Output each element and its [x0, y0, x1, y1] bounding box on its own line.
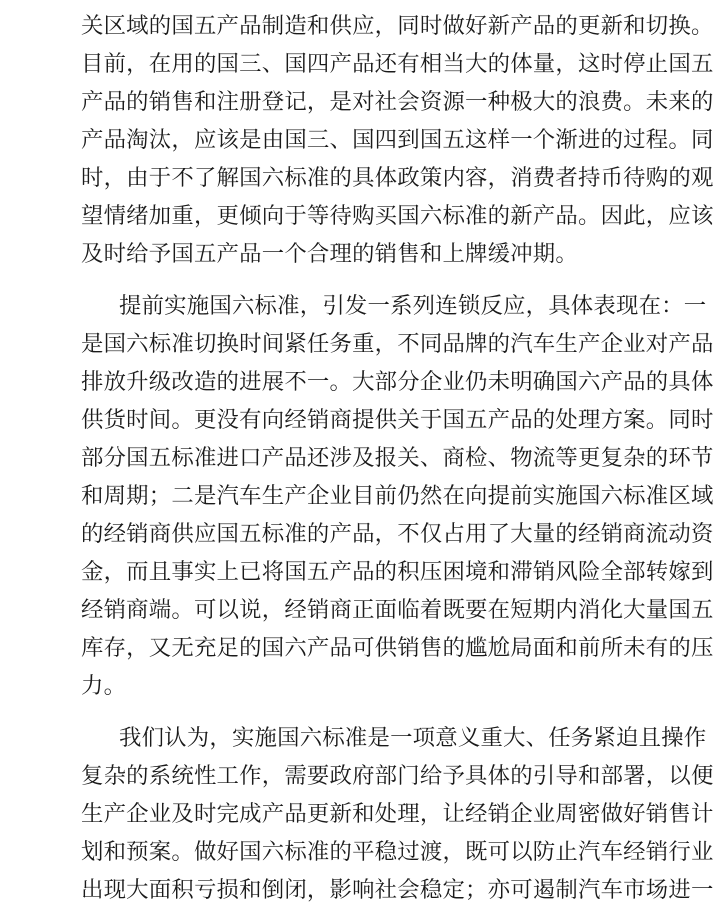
text-line: 产品淘汰，应该是由国三、国四到国五这样一个渐进的过程。同 [81, 127, 714, 153]
text-line: 出现大面积亏损和倒闭，影响社会稳定；亦可遏制汽车市场进一 [81, 877, 714, 903]
text-line: 部分国五标准进口产品还涉及报关、商检、物流等更复杂的环节 [81, 445, 714, 471]
paragraph-first-line: 提前实施国六标准，引发一系列连锁反应，具体表现在：一 [119, 293, 707, 319]
text-line: 排放升级改造的进展不一。大部分企业仍未明确国六产品的具体 [81, 369, 714, 395]
text-line: 时，由于不了解国六标准的具体政策内容，消费者持币待购的观 [81, 165, 714, 191]
text-line: 及时给予国五产品一个合理的销售和上牌缓冲期。 [81, 241, 578, 267]
text-line: 是国六标准切换时间紧任务重，不同品牌的汽车生产企业对产品 [81, 331, 714, 357]
text-line: 产品的销售和注册登记，是对社会资源一种极大的浪费。未来的 [81, 89, 714, 115]
text-line: 经销商端。可以说，经销商正面临着既要在短期内消化大量国五 [81, 597, 714, 623]
text-line: 供货时间。更没有向经销商提供关于国五产品的处理方案。同时 [81, 407, 714, 433]
paragraph-first-line: 我们认为，实施国六标准是一项意义重大、任务紧迫且操作 [119, 725, 707, 751]
text-line: 目前，在用的国三、国四产品还有相当大的体量，这时停止国五 [81, 51, 714, 77]
text-line: 金，而且事实上已将国五产品的积压困境和滞销风险全部转嫁到 [81, 559, 714, 585]
text-line: 望情绪加重，更倾向于等待购买国六标准的新产品。因此，应该 [81, 203, 714, 229]
text-line: 和周期；二是汽车生产企业目前仍然在向提前实施国六标准区域 [81, 483, 714, 509]
text-line: 库存，又无充足的国六产品可供销售的尴尬局面和前所未有的压 [81, 635, 714, 661]
text-line: 复杂的系统性工作，需要政府部门给予具体的引导和部署，以便 [81, 763, 714, 789]
text-line: 关区域的国五产品制造和供应，同时做好新产品的更新和切换。 [81, 13, 714, 39]
text-line: 生产企业及时完成产品更新和处理，让经销企业周密做好销售计 [81, 801, 714, 827]
text-line: 力。 [81, 673, 127, 699]
text-line: 划和预案。做好国六标准的平稳过渡，既可以防止汽车经销行业 [81, 839, 714, 865]
text-line: 的经销商供应国五标准的产品，不仅占用了大量的经销商流动资 [81, 521, 714, 547]
